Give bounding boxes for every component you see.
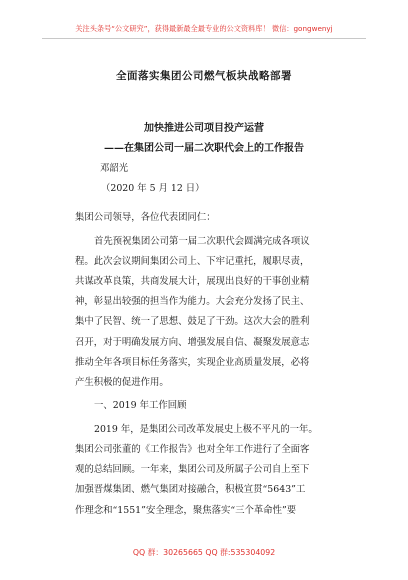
report-title: 加快推进公司项目投产运营: [144, 123, 264, 134]
paragraph-line: 召开，对于明确发展方向、增强发展自信、凝聚发展意志: [75, 337, 310, 348]
paragraph-line: 共谋改革良策，共商发展大计，展现出良好的干事创业精: [75, 276, 310, 287]
document-title: 全面落实集团公司燃气板块战略部署: [116, 70, 292, 82]
section-heading: 一、2019 年工作回顾: [94, 400, 187, 411]
paragraph-line: 集中了民智、统一了思想、鼓足了干劲。这次大会的胜利: [75, 316, 310, 327]
paragraph-line: 产生积极的促进作用。: [75, 377, 169, 388]
salutation-line: 集团公司领导，各位代表团同仁：: [75, 212, 216, 223]
paragraph-line: 2019 年，是集团公司改革发展史上极不平凡的一年。: [94, 424, 318, 435]
paragraph-line: 推动全年各项目标任务落实，实现企业高质量发展，必将: [75, 357, 310, 368]
paragraph-line: 首先预祝集团公司第一届二次职代会圆满完成各项议: [94, 236, 310, 247]
author-name: 邓韶光: [100, 163, 129, 174]
report-subtitle: ——在集团公司一届二次职代会上的工作报告: [104, 143, 304, 154]
header-divider: [42, 38, 366, 39]
paragraph-line: 作理念和“1551”安全理念，聚焦落实“三个革命性”要: [75, 505, 297, 516]
footer-qq-groups: QQ 群：30265665 QQ 群:535304092: [132, 548, 276, 557]
paragraph-line: 神，彰显出较强的担当作为能力。大会充分发扬了民主、: [75, 296, 310, 307]
paragraph-line: 加强晋煤集团、燃气集团对接融合，积极宣贯“5643”工: [75, 484, 306, 495]
header-promo-note: 关注头条号“公文研究”，获得最新最全最专业的公文资料库！ 微信：gongwenyj: [75, 24, 333, 33]
paragraph-line: 集团公司张董的《工作报告》也对全年工作进行了全面客: [75, 444, 310, 455]
paragraph-line: 观的总结回顾。一年来，集团公司及所属子公司自上至下: [75, 464, 310, 475]
paragraph-line: 程。此次会议期间集团公司上、下牢记重托，履职尽责，: [75, 256, 310, 267]
report-date: （2020 年 5 月 12 日）: [101, 183, 205, 194]
